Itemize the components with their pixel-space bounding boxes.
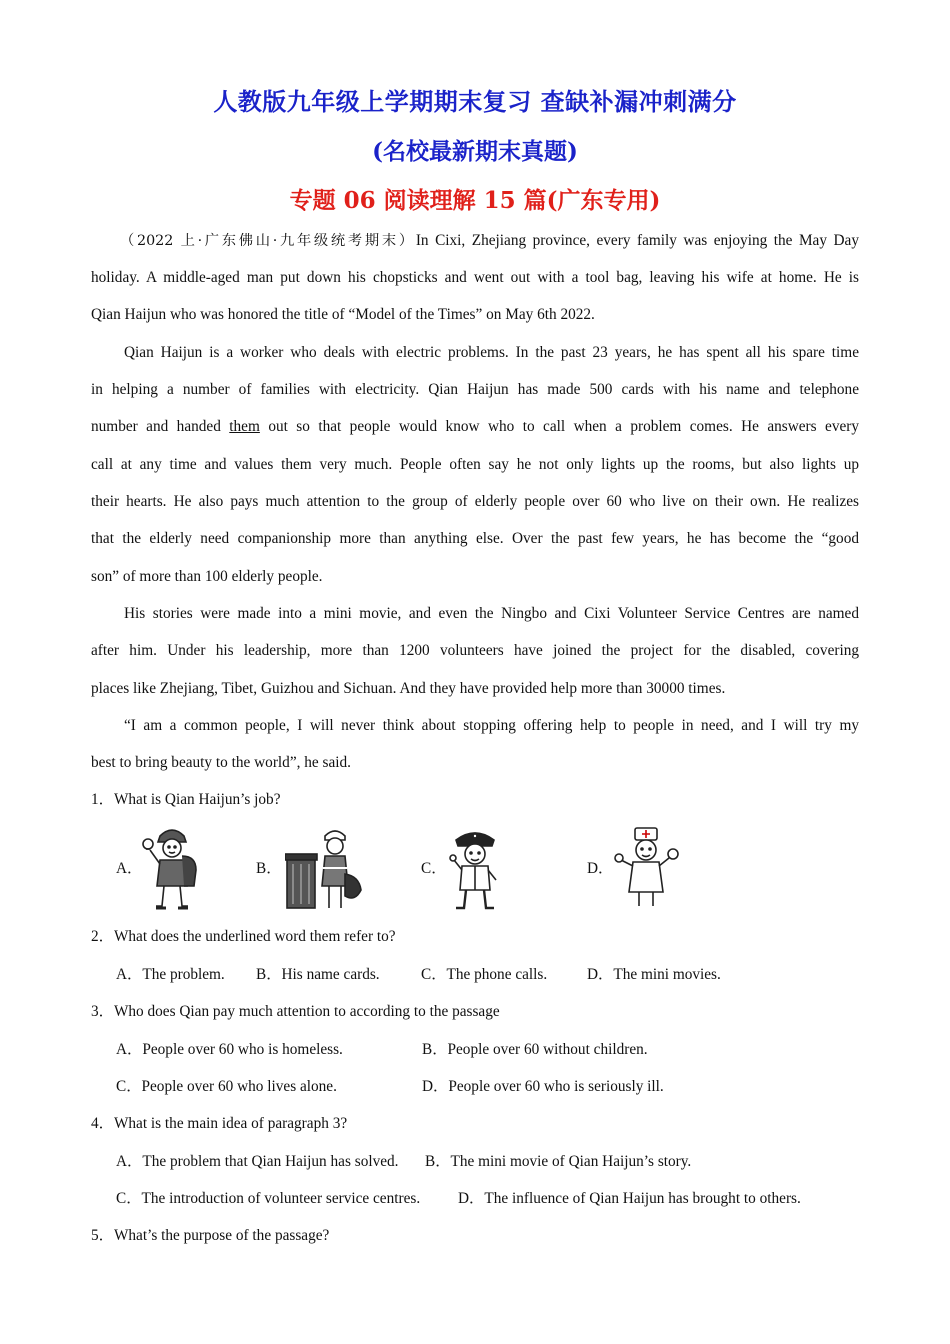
q4-option-c[interactable]: C．The introduction of volunteer service centres. xyxy=(116,1190,421,1207)
text-span: out so that people would know who to call when a problem comes. He answers every xyxy=(268,418,860,435)
q4-option-b[interactable]: B．The mini movie of Qian Haijun’s story. xyxy=(425,1153,692,1170)
q4-option-a[interactable]: A．The problem that Qian Haijun has solved. xyxy=(116,1153,399,1170)
title-main: 人教版九年级上学期期末复习 查缺补漏冲刺满分 xyxy=(213,87,737,116)
q2-option-d[interactable]: D．The mini movies. xyxy=(587,966,721,983)
question-2: 2．What does the underlined word them refer to? xyxy=(91,928,396,945)
q2-option-c[interactable]: C．The phone calls. xyxy=(421,966,548,983)
passage-p1-line3: Qian Haijun who was honored the title of “Model of the Times” on May 6th 2022. xyxy=(91,306,595,323)
text-span: In Cixi, Zhejiang province, every family was enjoying the May Day xyxy=(415,232,859,249)
q1-option-c[interactable]: C． xyxy=(421,860,447,877)
passage-p1-line1 xyxy=(91,231,859,251)
q2-option-b[interactable]: B．His name cards. xyxy=(256,966,380,983)
passage-p3-line3: places like Zhejiang, Tibet, Guizhou and Sichuan. And they have provided help more than 30000 times. xyxy=(91,680,726,697)
electrician-icon xyxy=(138,822,206,912)
doctor-icon xyxy=(613,826,683,910)
passage-p2-line2: in helping a number of families with electricity. Qian Haijun has made 500 cards with his name and telephone xyxy=(91,381,859,398)
q3-option-c[interactable]: C．People over 60 who lives alone. xyxy=(116,1078,337,1095)
q1-option-b[interactable]: B． xyxy=(256,860,282,877)
question-4: 4．What is the main idea of paragraph 3? xyxy=(91,1115,348,1132)
sanitation-worker-icon xyxy=(285,826,367,912)
passage-p2-line7: son” of more than 100 elderly people. xyxy=(91,568,323,585)
passage-p3-line2: after him. Under his leadership, more than 1200 volunteers have joined the project for the disabled, covering xyxy=(91,642,859,659)
question-1: 1．What is Qian Haijun’s job? xyxy=(91,791,281,808)
q3-option-a[interactable]: A．People over 60 who is homeless. xyxy=(116,1041,343,1058)
question-3: 3．Who does Qian pay much attention to according to the passage xyxy=(91,1003,500,1020)
q3-option-b[interactable]: B．People over 60 without children. xyxy=(422,1041,648,1058)
title-topic: 专题 06 阅读理解 15 篇(广东专用) xyxy=(289,187,661,214)
source-tag: （2022 上·广东佛山·九年级统考期末） xyxy=(120,233,416,249)
underlined-word: them xyxy=(229,418,260,435)
passage-p2-line6: that the elderly need companionship more than anything else. Over the past few years, he has become the “good xyxy=(91,530,859,547)
q2-option-a[interactable]: A．The problem. xyxy=(116,966,225,983)
q1-option-d[interactable]: D． xyxy=(587,860,614,877)
passage-p4-line2: best to bring beauty to the world”, he said. xyxy=(91,754,351,771)
q3-option-d[interactable]: D．People over 60 who is seriously ill. xyxy=(422,1078,664,1095)
q4-option-d[interactable]: D．The influence of Qian Haijun has brought to others. xyxy=(458,1190,801,1207)
text-span: number and handed xyxy=(91,418,221,435)
passage-p2-line4: call at any time and values them very much. People often say he not only lights up the rooms, but also lights up xyxy=(91,456,859,473)
passage-p2-line5: their hearts. He also pays much attention to the group of elderly people over 60 who live on their own. He realizes xyxy=(91,493,859,510)
police-officer-icon xyxy=(444,826,506,912)
title-subtitle: (名校最新期末真题) xyxy=(372,138,578,165)
passage-p2-line1: Qian Haijun is a worker who deals with electric problems. In the past 23 years, he has spent all his spare time xyxy=(124,344,859,361)
passage-p2-line3 xyxy=(91,417,859,437)
q1-option-a[interactable]: A． xyxy=(116,860,143,877)
passage-p4-line1: “I am a common people, I will never think about stopping offering help to people in need, and I will try my xyxy=(124,717,859,734)
passage-p3-line1: His stories were made into a mini movie, and even the Ningbo and Cixi Volunteer Service Centres are named xyxy=(124,605,859,622)
passage-p1-line2: holiday. A middle-aged man put down his chopsticks and went out with a tool bag, leaving his wife at home. He is xyxy=(91,269,859,286)
question-5: 5．What’s the purpose of the passage? xyxy=(91,1227,330,1244)
